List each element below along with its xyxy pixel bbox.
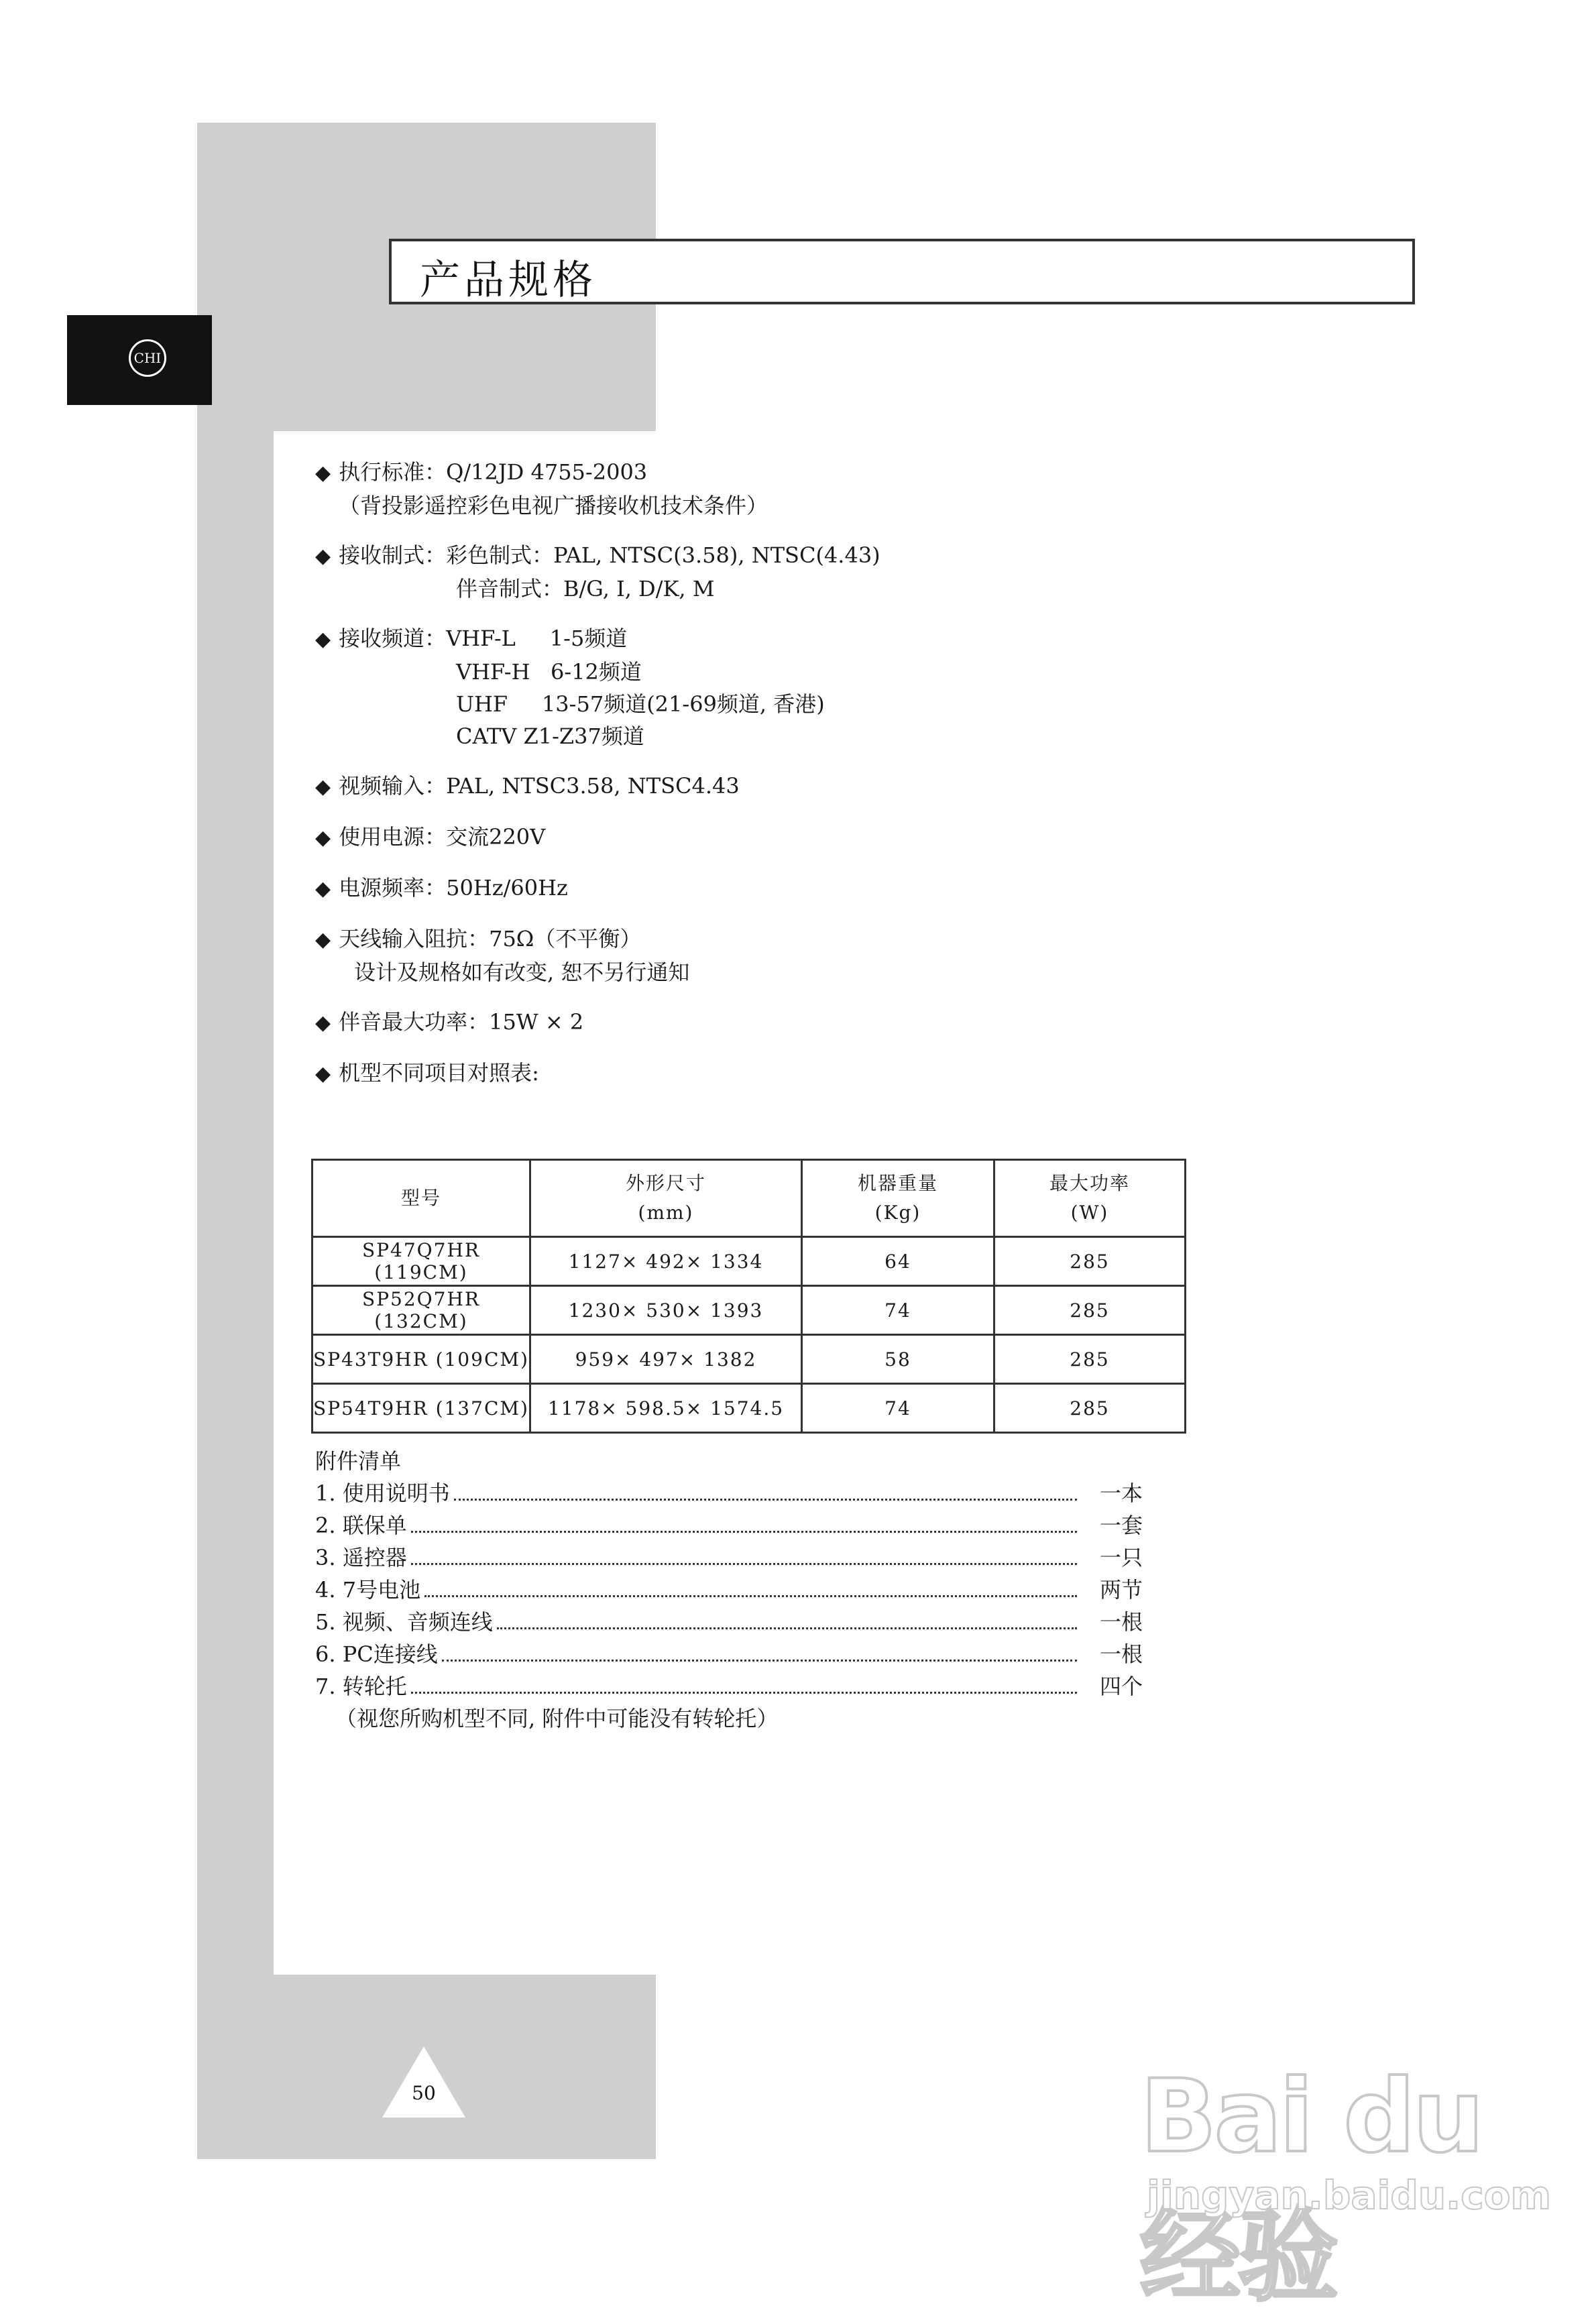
table-header-cell: 外形尺寸 (mm) xyxy=(530,1160,802,1237)
table-cell: SP54T9HR (137CM) xyxy=(312,1384,530,1433)
accessory-name: 2. 联保单 xyxy=(315,1513,407,1538)
table-row xyxy=(312,1286,1186,1335)
accessory-quantity: 两节 xyxy=(1100,1577,1143,1603)
diamond-bullet-icon: ◆ xyxy=(315,928,331,951)
diamond-bullet-icon: ◆ xyxy=(315,877,331,901)
table-cell: 74 xyxy=(802,1384,994,1433)
accessory-name: 5. 视频、音频连线 xyxy=(315,1609,493,1635)
accessory-quantity: 一根 xyxy=(1100,1641,1143,1667)
accessory-quantity: 四个 xyxy=(1100,1674,1143,1699)
table-cell: 285 xyxy=(994,1335,1186,1384)
spec-frequency xyxy=(315,872,1388,905)
diamond-bullet-icon: ◆ xyxy=(315,544,331,568)
spec-reception-system xyxy=(315,539,1388,605)
table-cell: 1127× 492× 1334 xyxy=(530,1237,802,1286)
accessory-quantity: 一套 xyxy=(1100,1513,1143,1538)
table-cell: SP52Q7HR (132CM) xyxy=(312,1286,530,1335)
spec-list xyxy=(315,456,1388,1108)
spec-video-input xyxy=(315,770,1388,803)
spec-line: 天线输入阻抗：75Ω（不平衡） xyxy=(339,926,642,951)
table-cell: 1178× 598.5× 1574.5 xyxy=(530,1384,802,1433)
spec-line: 接收频道：VHF-L 1-5频道 xyxy=(339,626,628,651)
accessory-quantity: 一本 xyxy=(1100,1481,1143,1506)
list-item xyxy=(315,1670,1187,1702)
spec-line: 接收制式：彩色制式：PAL, NTSC(3.58), NTSC(4.43) xyxy=(339,542,880,568)
model-comparison-table xyxy=(311,1159,1186,1434)
table-cell: 74 xyxy=(802,1286,994,1335)
table-row xyxy=(312,1335,1186,1384)
page-title: 产品规格 xyxy=(420,257,597,304)
diamond-bullet-icon: ◆ xyxy=(315,1011,331,1035)
spec-line: 视频输入：PAL, NTSC3.58, NTSC4.43 xyxy=(339,773,740,799)
page-number: 50 xyxy=(412,2082,436,2104)
table-cell: 285 xyxy=(994,1286,1186,1335)
dot-leader xyxy=(411,1691,1077,1694)
table-cell: 1230× 530× 1393 xyxy=(530,1286,802,1335)
accessory-name: 3. 遥控器 xyxy=(315,1545,407,1570)
accessory-quantity: 一根 xyxy=(1100,1609,1143,1635)
list-item xyxy=(315,1509,1187,1542)
accessory-name: 4. 7号电池 xyxy=(315,1577,421,1603)
accessory-note: （视您所购机型不同, 附件中可能没有转轮托） xyxy=(335,1706,779,1731)
table-cell: 64 xyxy=(802,1237,994,1286)
accessory-name: 7. 转轮托 xyxy=(315,1674,407,1699)
spec-power xyxy=(315,821,1388,854)
accessory-list-title: 附件清单 xyxy=(315,1448,402,1474)
accessory-name: 6. PC连接线 xyxy=(315,1641,438,1667)
spec-line: 机型不同项目对照表: xyxy=(339,1060,539,1086)
table-header-cell: 机器重量 (Kg) xyxy=(802,1160,994,1237)
dot-leader xyxy=(411,1562,1077,1565)
spec-standard xyxy=(315,456,1388,522)
title-box xyxy=(389,239,1415,304)
list-item xyxy=(315,1574,1187,1606)
diamond-bullet-icon: ◆ xyxy=(315,826,331,850)
spec-line: 使用电源：交流220V xyxy=(339,824,546,850)
table-cell: 959× 497× 1382 xyxy=(530,1335,802,1384)
table-row xyxy=(312,1237,1186,1286)
baidu-watermark xyxy=(1133,2032,1551,2315)
spec-audio-power xyxy=(315,1006,1388,1039)
diamond-bullet-icon: ◆ xyxy=(315,628,331,651)
diamond-bullet-icon: ◆ xyxy=(315,775,331,799)
spec-line: VHF-H 6-12频道 xyxy=(456,659,642,685)
spec-line: CATV Z1-Z37频道 xyxy=(456,723,644,749)
table-header-row xyxy=(312,1160,1186,1237)
accessory-quantity: 一只 xyxy=(1100,1545,1143,1570)
dot-leader xyxy=(497,1627,1077,1629)
table-header-cell: 最大功率 (W) xyxy=(994,1160,1186,1237)
table-cell: 58 xyxy=(802,1335,994,1384)
spec-line: UHF 13-57频道(21-69频道, 香港) xyxy=(456,691,825,717)
spec-line: 电源频率：50Hz/60Hz xyxy=(339,875,568,901)
spec-line: （背投影遥控彩色电视广播接收机技术条件） xyxy=(339,493,768,518)
table-header-cell: 型号 xyxy=(312,1160,530,1237)
language-tab xyxy=(67,315,212,405)
accessory-name: 1. 使用说明书 xyxy=(315,1481,450,1506)
dot-leader xyxy=(424,1594,1077,1597)
spec-line: 伴音最大功率：15W × 2 xyxy=(339,1009,584,1035)
list-item xyxy=(315,1606,1187,1638)
diamond-bullet-icon: ◆ xyxy=(315,461,331,485)
spec-antenna xyxy=(315,923,1388,988)
watermark-url: jingyan.baidu.com xyxy=(1147,2172,1551,2218)
spec-line: 执行标准：Q/12JD 4755-2003 xyxy=(339,459,648,485)
spec-line: 设计及规格如有改变, 恕不另行通知 xyxy=(354,960,690,985)
dot-leader xyxy=(411,1530,1077,1533)
list-item xyxy=(315,1477,1187,1509)
table-cell: SP47Q7HR (119CM) xyxy=(312,1237,530,1286)
language-badge: CHI xyxy=(129,339,166,377)
table-cell: SP43T9HR (109CM) xyxy=(312,1335,530,1384)
list-item xyxy=(315,1638,1187,1670)
watermark-brand: Bai du 经验 xyxy=(1140,2058,1482,2315)
list-item xyxy=(315,1542,1187,1574)
diamond-bullet-icon: ◆ xyxy=(315,1062,331,1086)
accessory-list xyxy=(315,1445,1187,1735)
spec-channels xyxy=(315,622,1388,752)
spec-model-comparison xyxy=(315,1057,1388,1090)
spec-line: 伴音制式：B/G, I, D/K, M xyxy=(456,576,715,601)
table-cell: 285 xyxy=(994,1384,1186,1433)
table-row xyxy=(312,1384,1186,1433)
dot-leader xyxy=(454,1498,1077,1501)
grey-band-side xyxy=(197,431,274,1975)
dot-leader xyxy=(442,1659,1077,1662)
table-cell: 285 xyxy=(994,1237,1186,1286)
